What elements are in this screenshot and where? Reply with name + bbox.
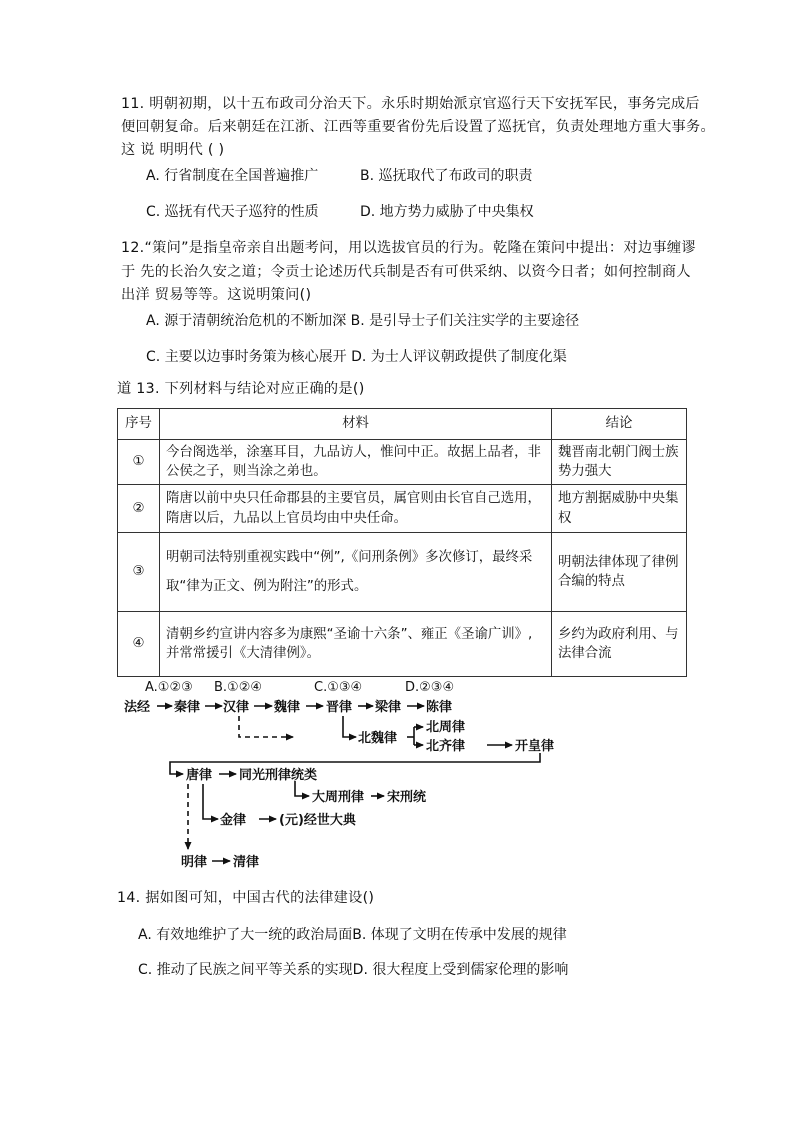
q11-stem-line2: 便回朝复命。后来朝廷在江浙、江西等重要省份先后设置了巡抚官，负责处理地方重大事务。 [121, 119, 715, 135]
node-dazhou: 大周刑律 [312, 790, 365, 805]
node-weilv: 魏律 [274, 700, 301, 715]
row-number: ① [118, 440, 160, 485]
node-chenlv: 陈律 [426, 700, 453, 715]
q14-options-cd: C. 推动了民族之间平等关系的实现D. 很大程度上受到儒家伦理的影响 [138, 962, 569, 978]
q12-stem-line1: 12.“策问”是指皇帝亲自出题考问，用以选拔官员的行为。乾隆在策问中提出：对边事缠谬 [121, 240, 696, 256]
q13-option-c: C.①③④ [314, 680, 363, 695]
row-conclusion: 地方割据威胁中央集权 [552, 485, 687, 533]
node-fajing: 法经 [124, 700, 151, 715]
q13-option-d: D.②③④ [405, 680, 455, 695]
node-minglv: 明律 [181, 855, 208, 870]
q14-options-ab: A. 有效地维护了大一统的政治局面B. 体现了文明在传承中发展的规律 [138, 927, 567, 943]
node-tongguang: 同光刑律统类 [239, 768, 318, 783]
header-material: 材料 [160, 409, 552, 440]
q11-option-d: D. 地方势力威胁了中央集权 [360, 204, 534, 220]
node-jingshi-dadian: (元)经世大典 [279, 813, 356, 828]
q11-stem-line1: 11. 明朝初期，以十五布政司分治天下。永乐时期始派京官巡行天下安抚军民，事务完成后 [121, 96, 700, 112]
node-lianglv: 梁律 [375, 700, 402, 715]
node-kaihuanglv: 开皇律 [515, 739, 555, 754]
row-number: ④ [118, 612, 160, 677]
header-conclusion: 结论 [552, 409, 687, 440]
node-beiweilv: 北魏律 [358, 731, 398, 746]
header-number: 序号 [118, 409, 160, 440]
q14-stem: 14. 据如图可知，中国古代的法律建设() [117, 890, 375, 906]
node-jinlv-jurchen: 金律 [220, 813, 247, 828]
row-conclusion: 魏晋南北朝门阀士族势力强大 [552, 440, 687, 485]
q11-option-c: C. 巡抚有代天子巡狩的性质 [146, 204, 319, 220]
q11-stem-line3: 这 说 明明代 ( ) [121, 142, 225, 158]
row-conclusion: 乡约为政府利用、与法律合流 [552, 612, 687, 677]
row-material: 清朝乡约宣讲内容多为康熙“圣谕十六条”、雍正《圣谕广训》,并常常援引《大清律例》。 [160, 612, 552, 677]
q12-stem-line2: 于 先的长治久安之道；令贡士论述历代兵制是否有可供采纳、以资今日者；如何控制商人 [121, 264, 691, 280]
row-material: 明朝司法特别重视实践中“例”,《问刑条例》多次修订，最终采取“律为正文、例为附注”的形式。 [160, 533, 552, 612]
node-qinlv: 秦律 [174, 700, 201, 715]
row-number: ② [118, 485, 160, 533]
node-qinglv: 清律 [233, 855, 260, 870]
q11-option-a: A. 行省制度在全国普遍推广 [146, 168, 319, 184]
row-number: ③ [118, 533, 160, 612]
node-hanlv: 汉律 [223, 700, 250, 715]
node-tanglv: 唐律 [186, 768, 213, 783]
node-jinlv: 晋律 [326, 700, 353, 715]
row-material: 今台阁选举，涂塞耳目，九品访人，惟问中正。故据上品者，非公侯之子，则当涂之弟也。 [160, 440, 552, 485]
q13-stem: 道 13. 下列材料与结论对应正确的是() [117, 381, 365, 397]
row-material: 隋唐以前中央只任命郡县的主要官员，属官则由长官自己选用，隋唐以后，九品以上官员均由中央任命。 [160, 485, 552, 533]
q12-options-cd: C. 主要以边事时务策为核心展开 D. 为士人评议朝政提供了制度化渠 [146, 349, 567, 365]
node-songxingtong: 宋刑统 [387, 790, 427, 805]
q12-options-ab: A. 源于清朝统治危机的不断加深 B. 是引导士子们关注实学的主要途径 [146, 313, 580, 329]
q11-option-b: B. 巡抚取代了布政司的职责 [360, 168, 533, 184]
row-conclusion: 明朝法律体现了律例合编的特点 [552, 533, 687, 612]
q12-stem-line3: 出洋 贸易等等。这说明策问() [121, 287, 312, 303]
q13-option-a: A.①②③ [145, 680, 193, 695]
node-beizhoulv: 北周律 [426, 720, 466, 735]
node-beiqilv: 北齐律 [426, 739, 466, 754]
q13-option-b: B.①②④ [214, 680, 263, 695]
